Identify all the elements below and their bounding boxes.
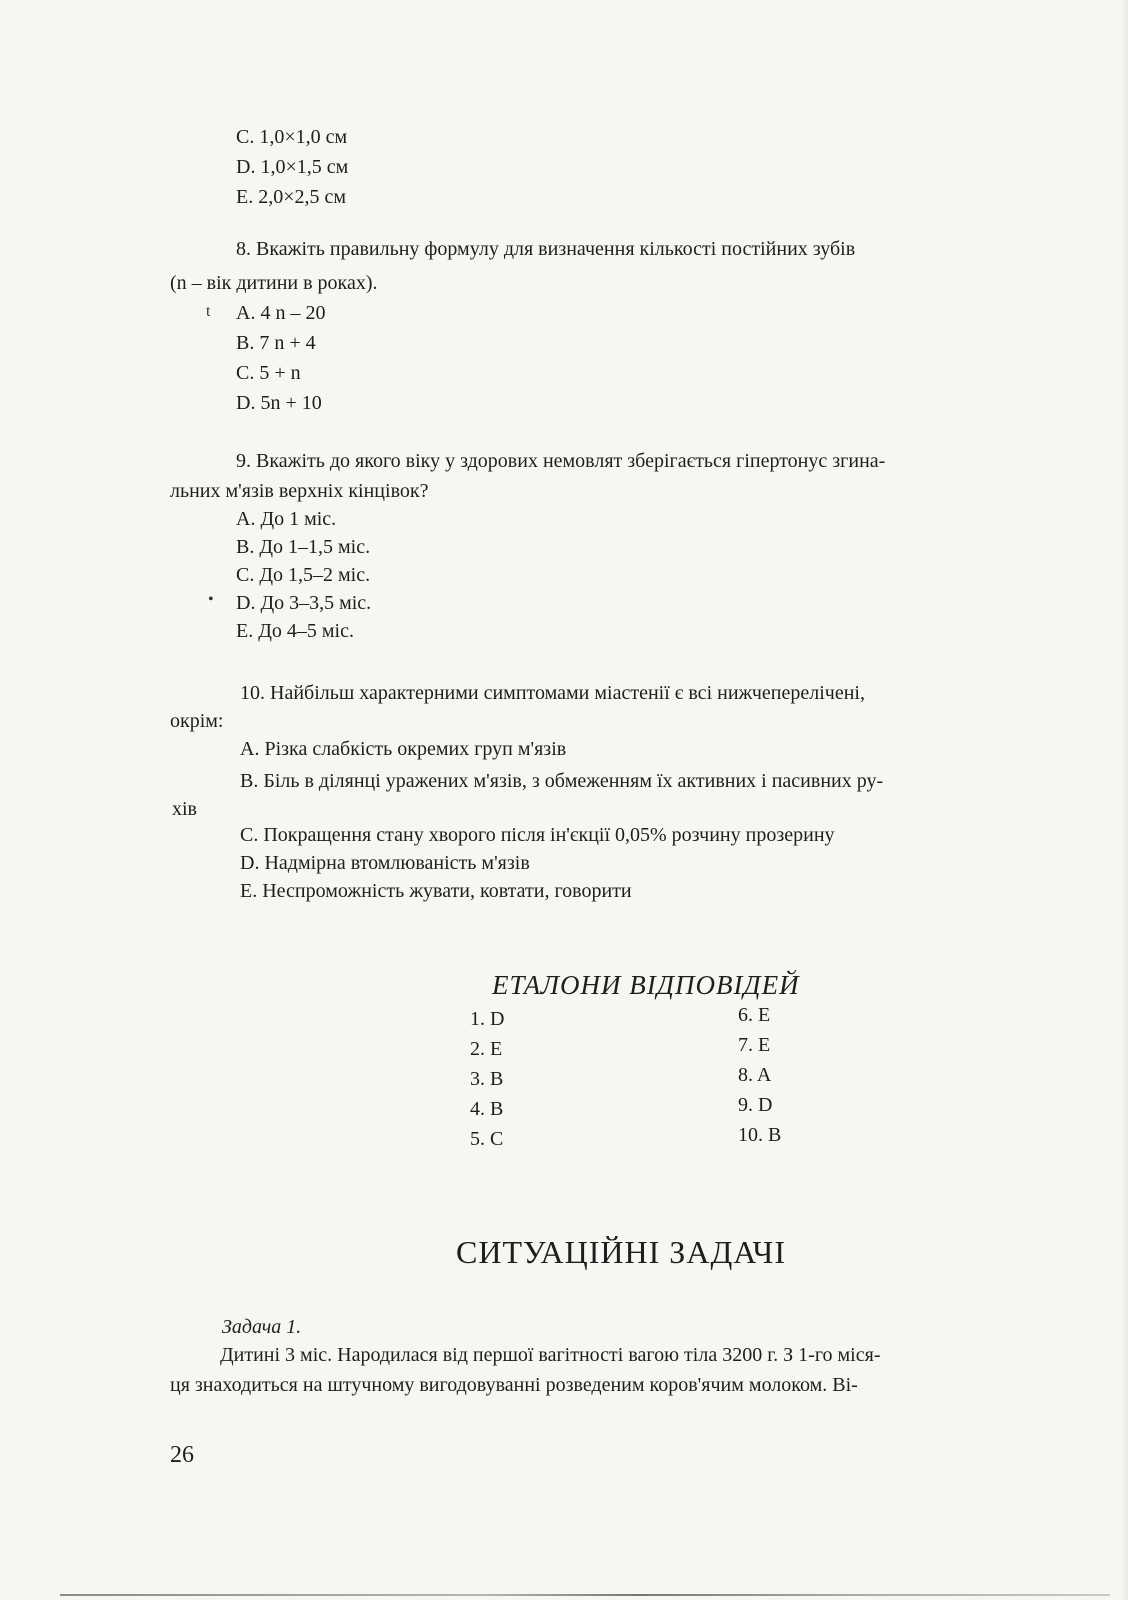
q10-option-a: A. Різка слабкість окремих груп м'язів	[240, 738, 567, 760]
q10-option-b-line2: хів	[172, 798, 197, 820]
q10-option-c: C. Покращення стану хворого після ін'єкції 0,05% розчину прозерину	[240, 824, 835, 846]
task-text-line2: ця знаходиться на штучному вигодовуванні розведеним коров'ячим молоком. Ві-	[170, 1374, 858, 1396]
q8-option-d: D. 5n + 10	[236, 392, 322, 414]
answer-7: 7. E	[738, 1034, 771, 1056]
task-text-line1: Дитині 3 міс. Народилася від першої вагітності вагою тіла 3200 г. З 1-го міся-	[220, 1344, 881, 1366]
page-number: 26	[170, 1442, 194, 1468]
q8-option-a: A. 4 n – 20	[236, 302, 326, 324]
answer-4: 4. B	[470, 1098, 504, 1120]
answer-1: 1. D	[470, 1008, 505, 1030]
q8-option-c: C. 5 + n	[236, 362, 301, 384]
q9-handwritten-mark: •	[208, 591, 214, 608]
answer-9: 9. D	[738, 1094, 773, 1116]
section-title: СИТУАЦІЙНІ ЗАДАЧІ	[456, 1234, 786, 1270]
q10-option-d: D. Надмірна втомлюваність м'язів	[240, 852, 530, 874]
answer-10: 10. B	[738, 1124, 782, 1146]
q10-text-line1: 10. Найбільш характерними симптомами міастенії є всі нижчеперелічені,	[240, 682, 865, 704]
scan-edge-shadow	[1122, 0, 1128, 1600]
q8-text-line1: 8. Вкажіть правильну формулу для визначення кількості постійних зубів	[236, 238, 856, 260]
q9-option-d: D. До 3–3,5 міс.	[236, 592, 372, 614]
q10-option-b-line1: B. Біль в ділянці уражених м'язів, з обмеженням їх активних і пасивних ру-	[240, 770, 884, 792]
answer-6: 6. E	[738, 1004, 771, 1026]
q9-option-a: A. До 1 міс.	[236, 508, 337, 530]
q7-option-e: E. 2,0×2,5 см	[236, 186, 347, 208]
q9-text-line1: 9. Вкажіть до якого віку у здорових немовлят зберігається гіпертонус згина-	[236, 450, 886, 472]
q9-option-c: C. До 1,5–2 міс.	[236, 564, 371, 586]
q7-option-c: C. 1,0×1,0 см	[236, 126, 348, 148]
answer-3: 3. B	[470, 1068, 504, 1090]
q8-option-b: B. 7 n + 4	[236, 332, 316, 354]
answers-title: ЕТАЛОНИ ВІДПОВІДЕЙ	[492, 970, 800, 1000]
q8-text-line2: (n – вік дитини в роках).	[170, 272, 378, 294]
q9-option-b: B. До 1–1,5 міс.	[236, 536, 371, 558]
q9-option-e: E. До 4–5 міс.	[236, 620, 354, 642]
q9-text-line2: льних м'язів верхніх кінцівок?	[170, 480, 429, 502]
q10-text-line2: окрім:	[170, 710, 224, 732]
q8-handwritten-mark: t	[206, 303, 211, 320]
q7-option-d: D. 1,0×1,5 см	[236, 156, 349, 178]
answer-2: 2. E	[470, 1038, 503, 1060]
q10-option-e: E. Неспроможність жувати, ковтати, говорити	[240, 880, 632, 902]
bottom-scan-rule	[60, 1594, 1110, 1596]
answer-8: 8. A	[738, 1064, 772, 1086]
answer-5: 5. C	[470, 1128, 504, 1150]
task-title: Задача 1.	[222, 1316, 302, 1338]
